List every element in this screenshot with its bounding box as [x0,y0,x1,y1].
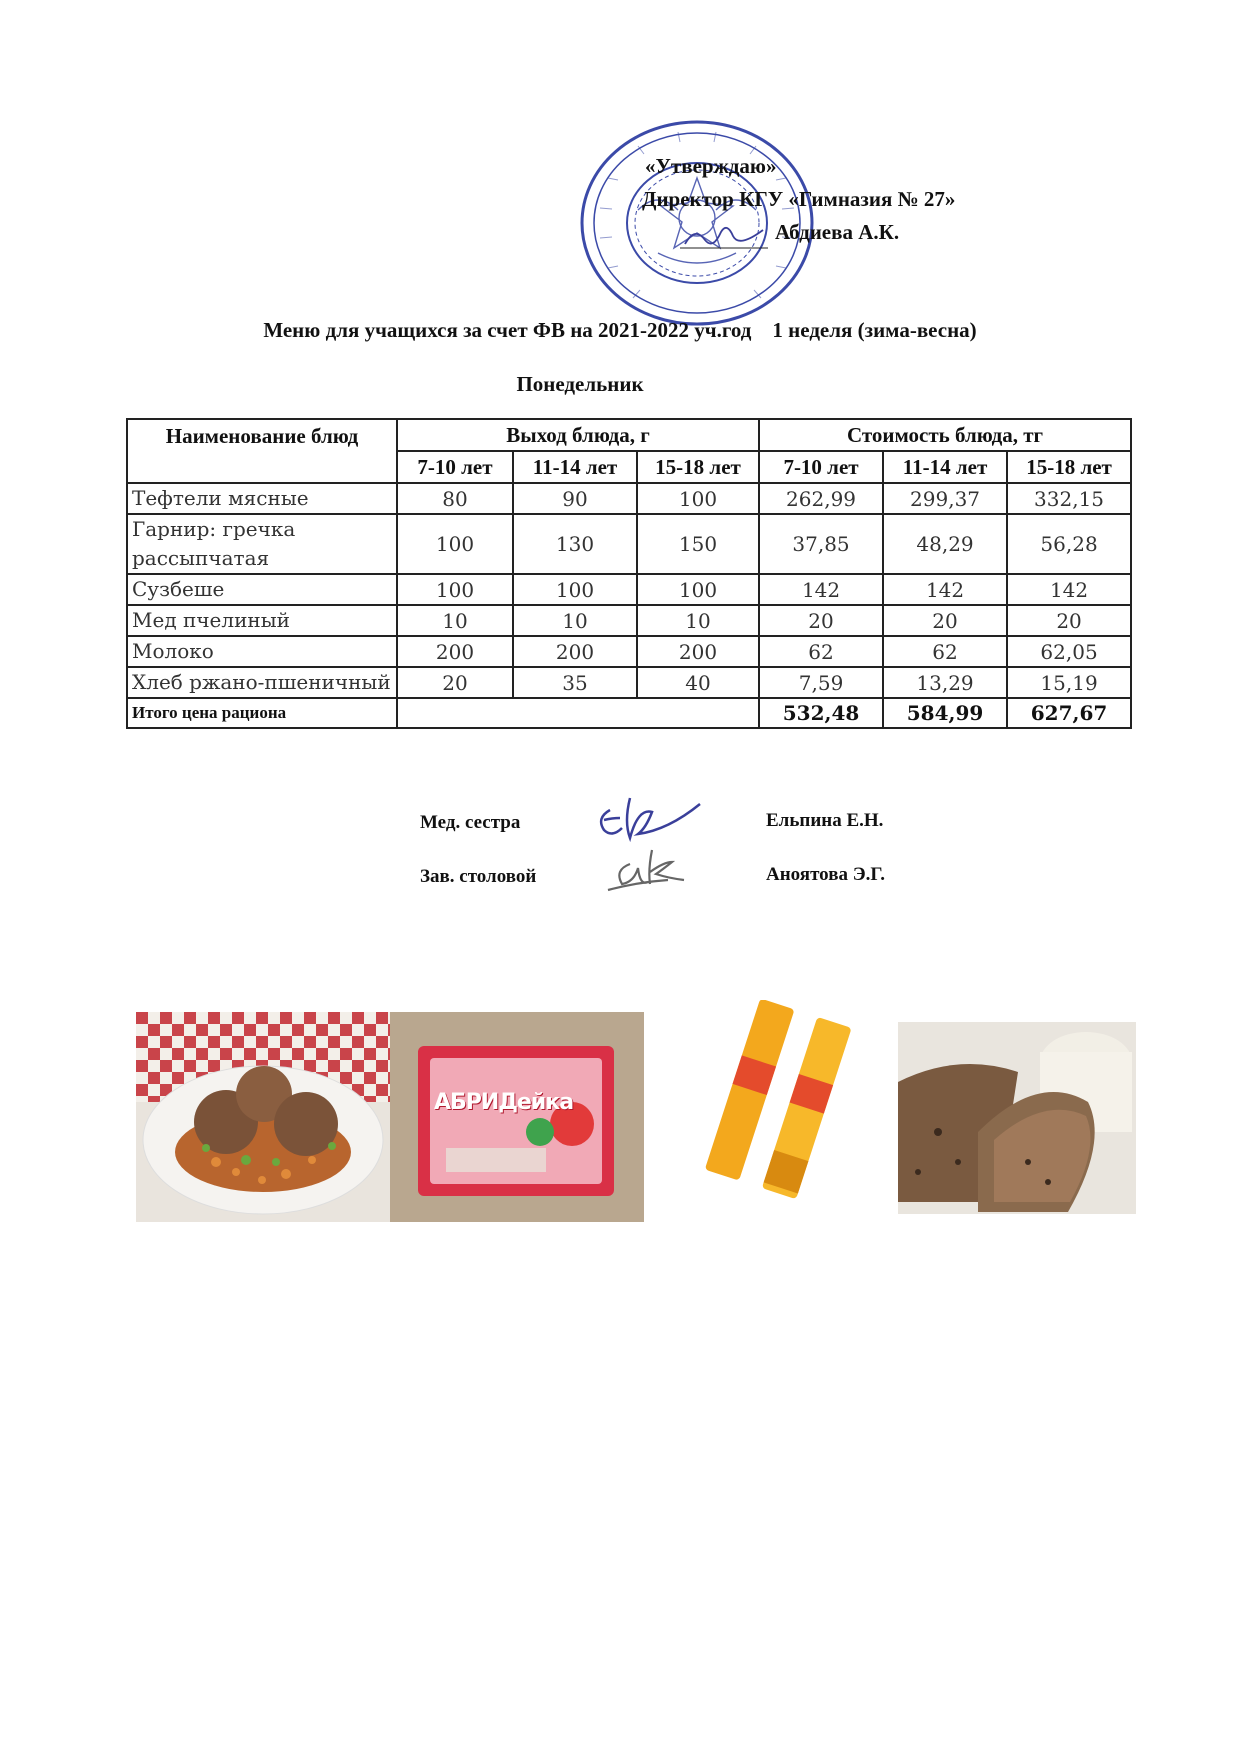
approval-director-title: Директор КГУ «Гимназия № 27» [642,187,956,211]
header-cost-age: 11-14 лет [883,451,1007,483]
dish-name: Гарнир: гречка рассыпчатая [127,514,397,574]
cost-cell: 48,29 [883,514,1007,574]
yield-cell: 100 [637,574,759,605]
dish-name: Хлеб ржано-пшеничный [127,667,397,698]
total-cost-cell: 532,48 [759,698,883,728]
yield-cell: 200 [397,636,513,667]
nurse-signature [590,790,720,850]
cost-cell: 62 [883,636,1007,667]
header-yield-age: 15-18 лет [637,451,759,483]
yield-cell: 90 [513,483,637,514]
photo-bread-milk [898,1022,1136,1214]
cost-cell: 62 [759,636,883,667]
yield-cell: 20 [397,667,513,698]
nurse-name: Ельпина Е.Н. [766,810,884,831]
cost-cell: 142 [759,574,883,605]
yield-cell: 100 [513,574,637,605]
yield-cell: 100 [397,514,513,574]
dish-name: Мед пчелиный [127,605,397,636]
header-cost-group: Стоимость блюда, тг [759,419,1131,451]
table-row [127,483,1131,514]
director-signature [680,222,770,252]
approval-director-name: Абдиева А.К. [775,220,900,244]
cost-cell: 15,19 [1007,667,1131,698]
table-row [127,636,1131,667]
cost-cell: 299,37 [883,483,1007,514]
header-yield-age: 7-10 лет [397,451,513,483]
total-cost-cell: 627,67 [1007,698,1131,728]
photo-honey-sticks [690,1000,874,1200]
approval-heading: «Утверждаю» [645,154,777,178]
total-row [127,698,1131,728]
cost-cell: 62,05 [1007,636,1131,667]
photo-meatballs-buckwheat [136,1012,390,1222]
cost-cell: 20 [883,605,1007,636]
table-header-row [127,419,1131,451]
cost-cell: 13,29 [883,667,1007,698]
canteen-name: Аноятова Э.Г. [766,864,886,885]
day-of-week: Понедельник [516,372,644,396]
table-row [127,605,1131,636]
yield-cell: 10 [397,605,513,636]
dish-name: Молоко [127,636,397,667]
yield-cell: 10 [513,605,637,636]
cost-cell: 20 [759,605,883,636]
yield-cell: 130 [513,514,637,574]
yield-cell: 100 [397,574,513,605]
yield-cell: 40 [637,667,759,698]
yield-cell: 200 [513,636,637,667]
total-cost-cell: 584,99 [883,698,1007,728]
yogurt-brand-label: АБРИДейка [434,1090,574,1115]
yield-cell: 80 [397,483,513,514]
canteen-role: Зав. столовой [420,866,537,887]
menu-title: Меню для учащихся за счет ФВ на 2021-2022 уч.год 1 неделя (зима-весна) [263,318,977,342]
dish-name: Тефтели мясные [127,483,397,514]
canteen-signature [600,846,710,896]
total-label: Итого цена рациона [127,698,397,728]
yield-cell: 200 [637,636,759,667]
yield-cell: 150 [637,514,759,574]
cost-cell: 37,85 [759,514,883,574]
photo-yogurt-pack [390,1012,644,1222]
cost-cell: 142 [883,574,1007,605]
yield-cell: 100 [637,483,759,514]
cost-cell: 142 [1007,574,1131,605]
header-yield-age: 11-14 лет [513,451,637,483]
yield-cell: 10 [637,605,759,636]
cost-cell: 7,59 [759,667,883,698]
menu-table [126,418,1132,729]
cost-cell: 332,15 [1007,483,1131,514]
header-yield-group: Выход блюда, г [397,419,759,451]
header-cost-age: 15-18 лет [1007,451,1131,483]
dish-name: Сузбеше [127,574,397,605]
header-dish-name: Наименование блюд [127,419,397,483]
nurse-role: Мед. сестра [420,812,521,833]
cost-cell: 20 [1007,605,1131,636]
table-row [127,667,1131,698]
total-yield-empty [397,698,759,728]
table-row [127,574,1131,605]
yield-cell: 35 [513,667,637,698]
header-cost-age: 7-10 лет [759,451,883,483]
cost-cell: 262,99 [759,483,883,514]
cost-cell: 56,28 [1007,514,1131,574]
table-row [127,514,1131,574]
